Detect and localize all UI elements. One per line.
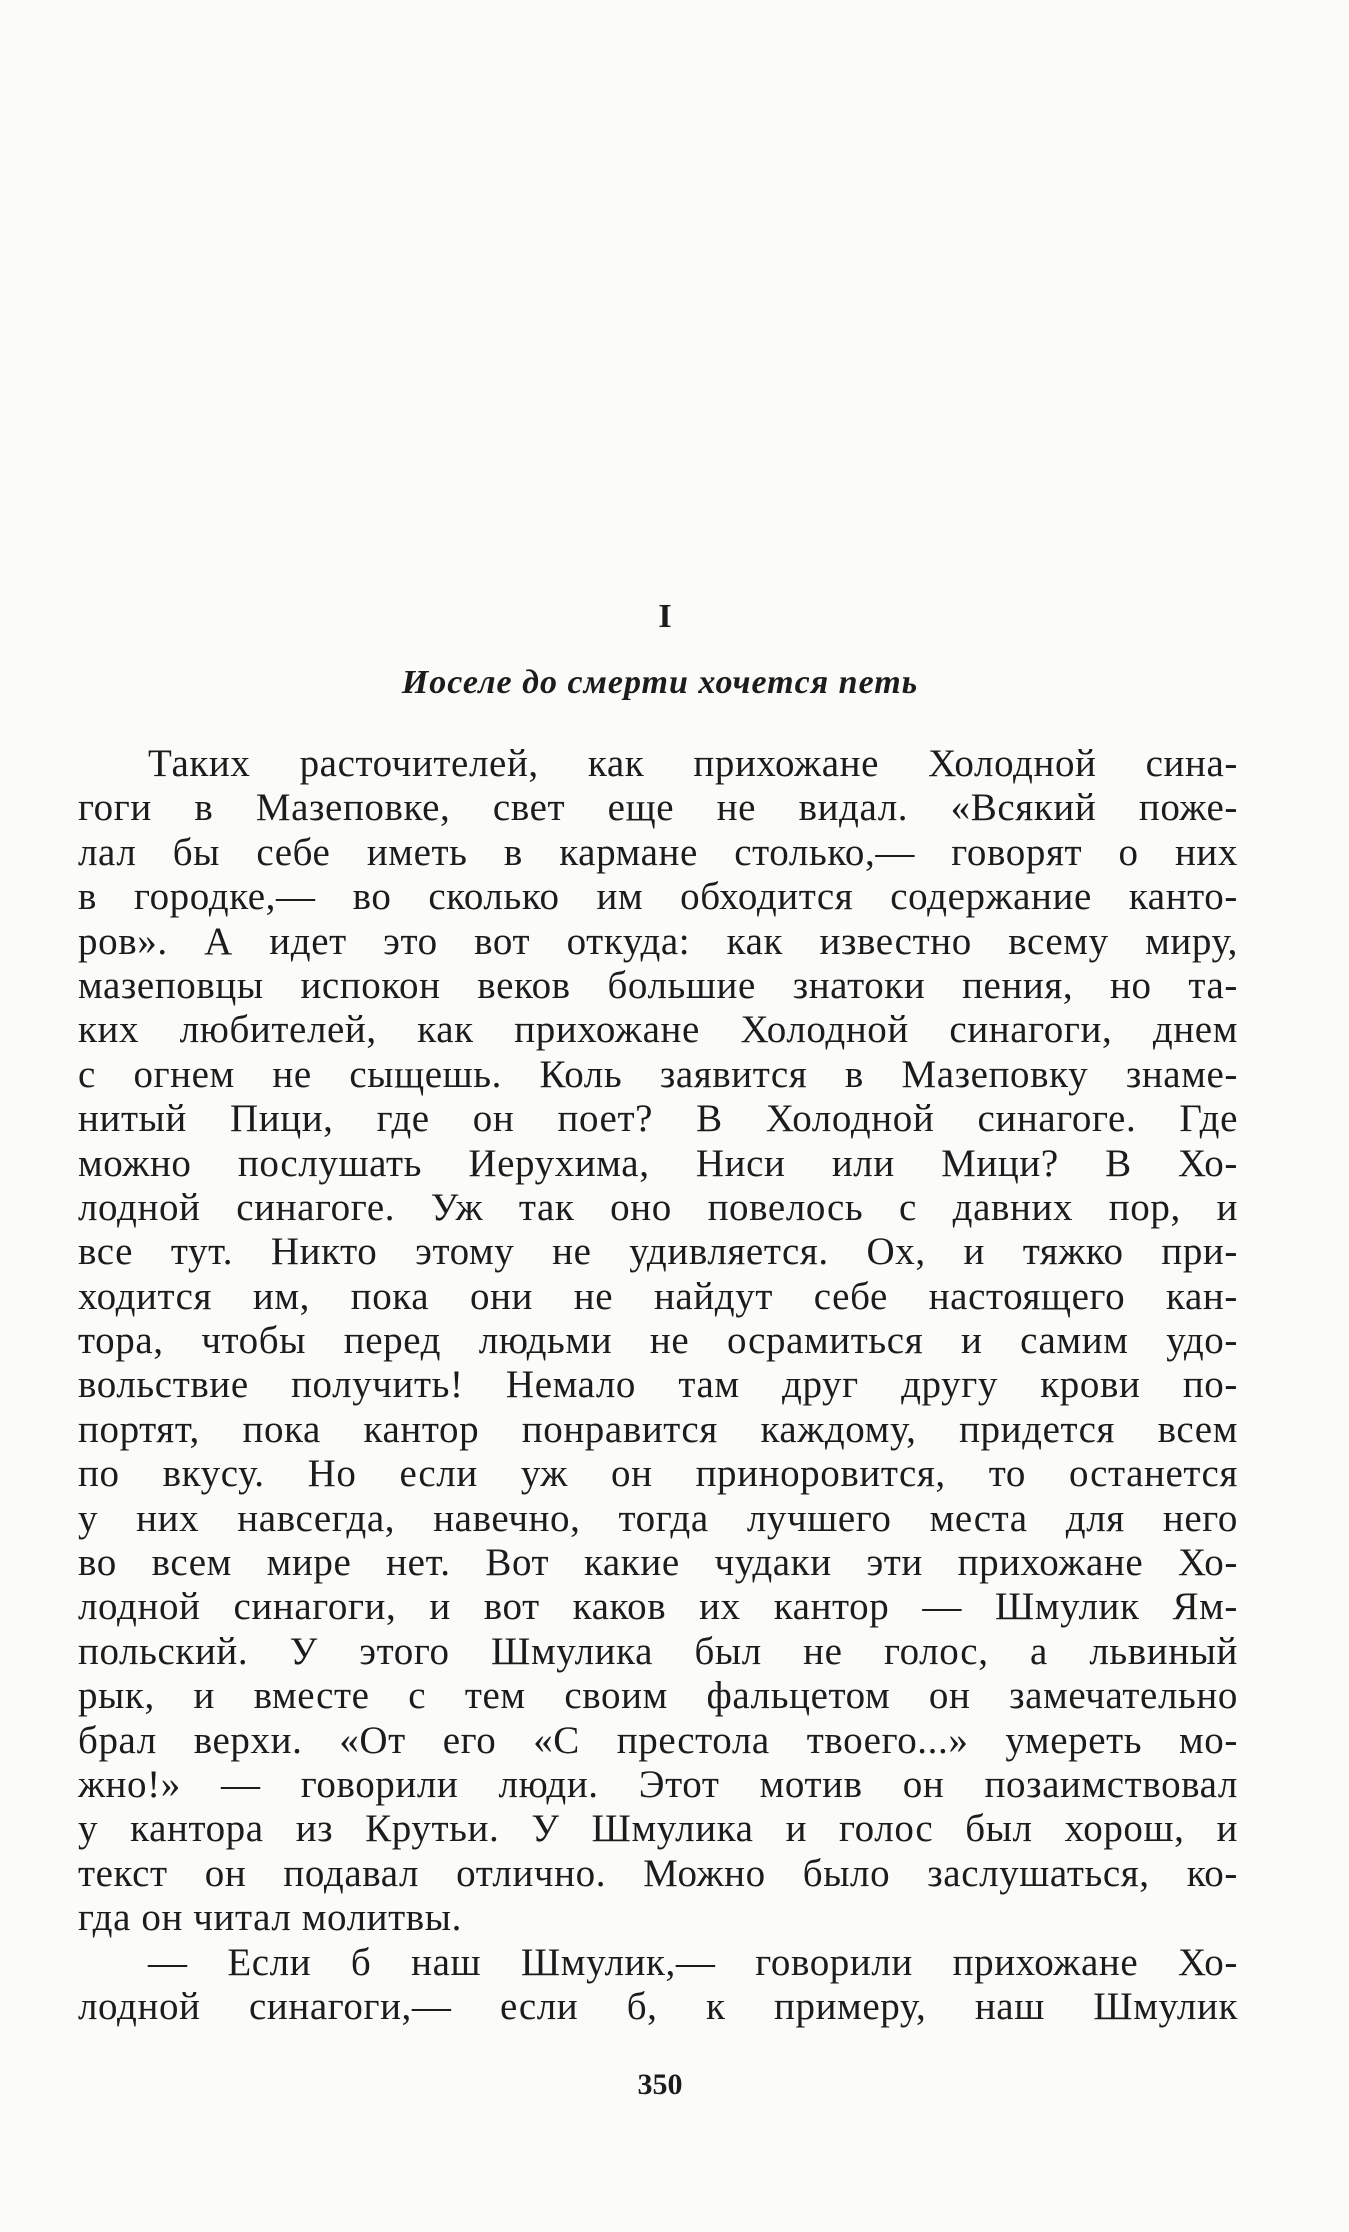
text-line: лодной синагоги,— если б, к примеру, наш Шмулик (78, 1984, 1238, 2028)
text-line: лодной синагоги, и вот каков их кантор — Шмулик Ям- (78, 1585, 1238, 1629)
text-line: жно!» — говорили люди. Этот мотив он позаимствовал (78, 1762, 1238, 1806)
page-number: 350 (637, 2068, 683, 2101)
text-line: брал верхи. «От его «С престола твоего...» умереть мо- (78, 1718, 1238, 1762)
text-line: все тут. Никто этому не удивляется. Ох, и тяжко при- (78, 1230, 1238, 1274)
text-line: — Если б наш Шмулик,— говорили прихожане Хо- (148, 1940, 1238, 1984)
text-line: можно послушать Иерухима, Ниси или Мици? В Хо- (78, 1141, 1238, 1185)
text-line: во всем мире нет. Вот какие чудаки эти прихожане Хо- (78, 1541, 1238, 1585)
text-line: гда он читал молитвы. (78, 1896, 462, 1940)
text-line: тора, чтобы перед людьми не осрамиться и самим удо- (78, 1319, 1238, 1363)
paragraph-1 (78, 742, 1238, 1941)
text-line: лодной синагоге. Уж так оно повелось с давних пор, и (78, 1185, 1238, 1229)
text-line: ров». А идет это вот откуда: как известно всему миру, (78, 919, 1238, 963)
text-line: текст он подавал отлично. Можно было заслушаться, ко- (78, 1851, 1238, 1895)
paragraph-2 (78, 1941, 1238, 2030)
text-line: с огнем не сыщешь. Коль заявится в Мазеповку знаме- (78, 1052, 1238, 1096)
text-body (78, 742, 1238, 2029)
text-line: ких любителей, как прихожане Холодной синагоги, днем (78, 1008, 1238, 1052)
chapter-title: Иоселе до смерти хочется петь (401, 664, 919, 701)
text-line: вольствие получить! Немало там друг другу крови по- (78, 1363, 1238, 1407)
text-line: ходится им, пока они не найдут себе настоящего кан- (78, 1274, 1238, 1318)
text-line: гоги в Мазеповке, свет еще не видал. «Всякий поже- (78, 786, 1238, 830)
chapter-number: I (658, 598, 672, 635)
text-line: рык, и вместе с тем своим фальцетом он замечательно (78, 1674, 1238, 1718)
text-line: у них навсегда, навечно, тогда лучшего места для него (78, 1496, 1238, 1540)
text-line: по вкусу. Но если уж он приноровится, то останется (78, 1452, 1238, 1496)
text-line: мазеповцы испокон веков большие знатоки пения, но та- (78, 963, 1238, 1007)
text-line: у кантора из Крутьи. У Шмулика и голос был хорош, и (78, 1807, 1238, 1851)
text-line: в городке,— во сколько им обходится содержание канто- (78, 875, 1238, 919)
text-line: польский. У этого Шмулика был не голос, а львиный (78, 1629, 1238, 1673)
text-line: лал бы себе иметь в кармане столько,— говорят о них (78, 830, 1238, 874)
text-line: нитый Пици, где он поет? В Холодной синагоге. Где (78, 1097, 1238, 1141)
text-line: Таких расточителей, как прихожане Холодной сина- (148, 742, 1238, 785)
text-line: портят, пока кантор понравится каждому, придется всем (78, 1407, 1238, 1451)
